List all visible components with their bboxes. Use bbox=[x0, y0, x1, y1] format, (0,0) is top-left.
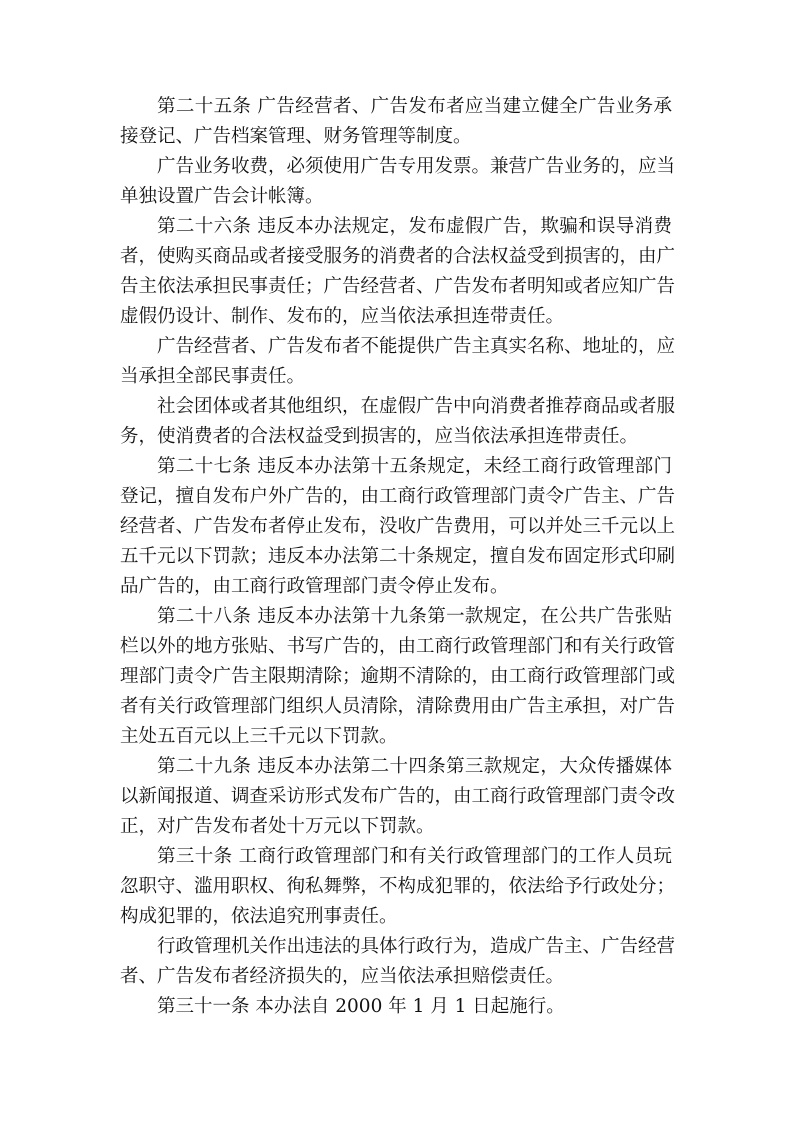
text-line: 社会团体或者其他组织，在虚假广告中向消费者推荐商品或者服 bbox=[157, 396, 676, 417]
text-line: 主处五百元以上三千元以下罚款。 bbox=[120, 726, 398, 747]
text-line: 告主依法承担民事责任；广告经营者、广告发布者明知或者应知广告 bbox=[120, 276, 676, 297]
paragraph bbox=[120, 602, 676, 752]
text-line: 者、广告发布者经济损失的，应当依法承担赔偿责任。 bbox=[120, 966, 565, 987]
paragraph bbox=[120, 332, 676, 392]
text-line: 以新闻报道、调查采访形式发布广告的，由工商行政管理部门责令改 bbox=[120, 786, 676, 807]
text-line: 栏以外的地方张贴、书写广告的，由工商行政管理部门和有关行政管 bbox=[120, 636, 676, 657]
text-line: 者有关行政管理部门组织人员清除，清除费用由广告主承担，对广告 bbox=[120, 696, 676, 717]
text-line: 单独设置广告会计帐簿。 bbox=[120, 186, 324, 207]
paragraph bbox=[120, 152, 676, 212]
paragraph bbox=[120, 842, 676, 932]
paragraph bbox=[120, 932, 676, 992]
text-line: 当承担全部民事责任。 bbox=[120, 366, 306, 387]
text-line: 第二十七条 违反本办法第十五条规定，未经工商行政管理部门 bbox=[157, 456, 672, 477]
paragraph bbox=[120, 92, 672, 152]
text-line: 理部门责令广告主限期清除；逾期不清除的，由工商行政管理部门或 bbox=[120, 666, 676, 687]
paragraph bbox=[120, 752, 676, 842]
paragraph bbox=[120, 452, 676, 602]
text-line: 务，使消费者的合法权益受到损害的，应当依法承担连带责任。 bbox=[120, 426, 639, 447]
text-line: 正，对广告发布者处十万元以下罚款。 bbox=[120, 816, 435, 837]
text-line: 接登记、广告档案管理、财务管理等制度。 bbox=[120, 126, 472, 147]
text-line: 五千元以下罚款；违反本办法第二十条规定，擅自发布固定形式印刷 bbox=[120, 546, 676, 567]
text-line: 经营者、广告发布者停止发布，没收广告费用，可以并处三千元以上 bbox=[120, 516, 676, 537]
text-line: 者，使购买商品或者接受服务的消费者的合法权益受到损害的，由广 bbox=[120, 246, 676, 267]
text-line: 第二十六条 违反本办法规定，发布虚假广告，欺骗和误导消费 bbox=[157, 216, 672, 237]
paragraph bbox=[120, 392, 676, 452]
text-line: 第二十九条 违反本办法第二十四条第三款规定，大众传播媒体 bbox=[157, 756, 672, 777]
text-line: 行政管理机关作出违法的具体行政行为，造成广告主、广告经营 bbox=[157, 936, 676, 957]
text-line: 广告业务收费，必须使用广告专用发票。兼营广告业务的，应当 bbox=[157, 156, 676, 177]
text-line: 第三十条 工商行政管理部门和有关行政管理部门的工作人员玩 bbox=[157, 846, 672, 867]
paragraph bbox=[120, 212, 676, 332]
document-page bbox=[120, 92, 676, 1022]
text-line: 第二十五条 广告经营者、广告发布者应当建立健全广告业务承 bbox=[157, 96, 672, 117]
text-line: 第三十一条 本办法自 2000 年 1 月 1 日起施行。 bbox=[157, 996, 565, 1017]
text-line: 构成犯罪的，依法追究刑事责任。 bbox=[120, 906, 398, 927]
text-line: 品广告的，由工商行政管理部门责令停止发布。 bbox=[120, 576, 509, 597]
text-line: 忽职守、滥用职权、徇私舞弊，不构成犯罪的，依法给予行政处分； bbox=[120, 876, 676, 897]
text-line: 广告经营者、广告发布者不能提供广告主真实名称、地址的，应 bbox=[157, 336, 676, 357]
text-line: 第二十八条 违反本办法第十九条第一款规定，在公共广告张贴 bbox=[157, 606, 672, 627]
paragraph bbox=[120, 992, 672, 1022]
text-line: 登记，擅自发布户外广告的，由工商行政管理部门责令广告主、广告 bbox=[120, 486, 676, 507]
text-line: 虚假仍设计、制作、发布的，应当依法承担连带责任。 bbox=[120, 306, 565, 327]
